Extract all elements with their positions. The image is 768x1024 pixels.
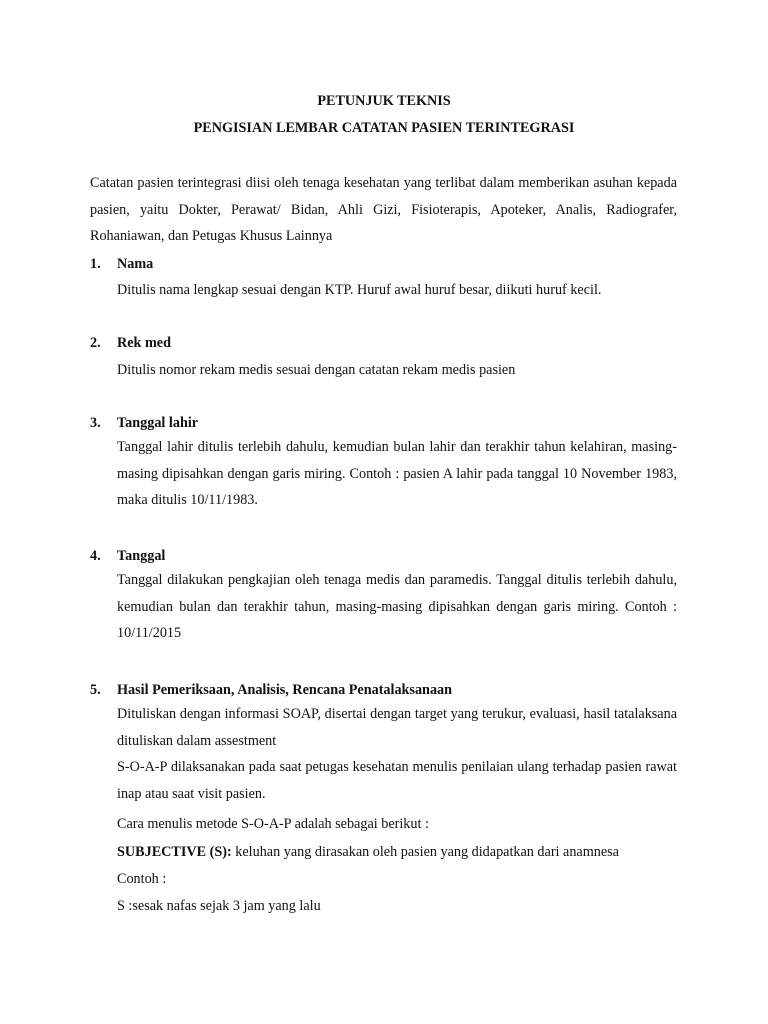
section-body: S-O-A-P dilaksanakan pada saat petugas kesehatan menulis penilaian ulang terhadap pasien rawat inap atau saat visit pasien.: [117, 759, 677, 802]
section-number: 5.: [90, 682, 101, 698]
intro-paragraph: Catatan pasien terintegrasi diisi oleh tenaga kesehatan yang terlibat dalam memberikan asuhan kepada pasien, yaitu Dokter, Perawat/ Bidan, Ahli Gizi, Fisioterapis, Apoteker, Analis, Radiografer, Rohaniawan, dan Petugas Khusus Lainnya: [90, 175, 677, 245]
section-body: Cara menulis metode S-O-A-P adalah sebagai berikut :: [117, 816, 429, 832]
subjective-text: keluhan yang dirasakan oleh pasien yang didapatkan dari anamnesa: [231, 844, 619, 860]
section-heading: Tanggal lahir: [117, 415, 199, 431]
section-body: Tanggal dilakukan pengkajian oleh tenaga medis dan paramedis. Tanggal ditulis terlebih dahulu, kemudian bulan dan terakhir tahun, masing-masing dipisahkan dengan garis miring. Contoh : 10/11/2015: [117, 572, 677, 642]
section-number: 2.: [90, 335, 101, 351]
subjective-line: [117, 842, 619, 862]
section-number: 3.: [90, 415, 101, 431]
section-number: 4.: [90, 548, 101, 564]
section-body: Ditulis nama lengkap sesuai dengan KTP. Huruf awal huruf besar, diikuti huruf kecil.: [117, 282, 602, 298]
subjective-label: SUBJECTIVE (S):: [117, 844, 232, 860]
section-number: 1.: [90, 256, 101, 272]
document-subtitle: PENGISIAN LEMBAR CATATAN PASIEN TERINTEGRASI: [193, 120, 575, 136]
example-label: Contoh :: [117, 871, 167, 887]
section-heading: Hasil Pemeriksaan, Analisis, Rencana Penatalaksanaan: [117, 682, 453, 698]
example-text: S :sesak nafas sejak 3 jam yang lalu: [117, 898, 321, 914]
section-heading: Rek med: [117, 335, 171, 351]
section-body: Ditulis nomor rekam medis sesuai dengan catatan rekam medis pasien: [117, 362, 516, 378]
section-body: Dituliskan dengan informasi SOAP, disertai dengan target yang terukur, evaluasi, hasil tatalaksana dituliskan dalam assestment: [117, 706, 677, 749]
section-heading: Tanggal: [117, 548, 166, 564]
section-heading: Nama: [117, 256, 154, 272]
section-body: Tanggal lahir ditulis terlebih dahulu, kemudian bulan lahir dan terakhir tahun kelahiran, masing-masing dipisahkan dengan garis miring. Contoh : pasien A lahir pada tanggal 10 November 1983, maka ditulis 10/11/1983.: [117, 439, 677, 509]
document-title: PETUNJUK TEKNIS: [317, 93, 451, 109]
